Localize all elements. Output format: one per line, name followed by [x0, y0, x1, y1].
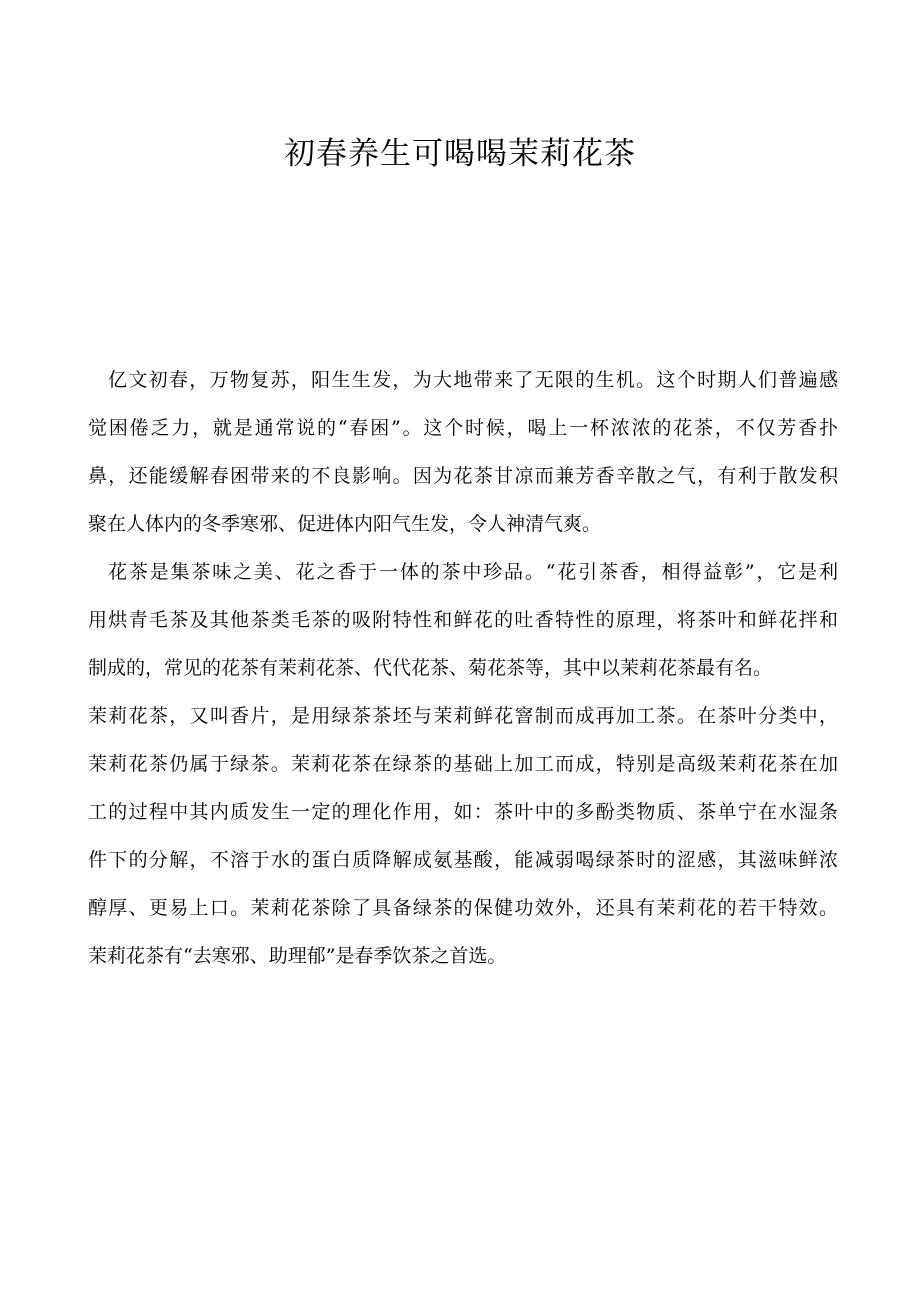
paragraph-line: 亿文初春，万物复苏，阳生生发，为大地带来了无限的生机。这个时期人们普遍感	[108, 369, 838, 391]
paragraph-line: 工的过程中其内质发生一定的理化作用，如：茶叶中的多酚类物质、茶单宁在水湿条	[88, 801, 838, 823]
document-title: 初春养生可喝喝茉莉花茶	[284, 136, 636, 172]
paragraph-line: 用烘青毛茶及其他茶类毛茶的吸附特性和鲜花的吐香特性的原理，将茶叶和鲜花拌和	[88, 609, 838, 631]
paragraph-line: 鼻，还能缓解春困带来的不良影响。因为花茶甘凉而兼芳香辛散之气，有利于散发积	[88, 465, 838, 487]
paragraph-line: 花茶是集茶味之美、花之香于一体的茶中珍品。“花引茶香，相得益彰”，它是利	[108, 561, 838, 583]
paragraph-line: 茉莉花茶有“去寒邪、助理郁”是春季饮茶之首选。	[88, 945, 507, 967]
paragraph-line: 制成的，常见的花茶有茉莉花茶、代代花茶、菊花茶等，其中以茉莉花茶最有名。	[88, 657, 773, 679]
paragraph-line: 聚在人体内的冬季寒邪、促进体内阳气生发，令人神清气爽。	[88, 513, 602, 535]
document-body	[88, 356, 838, 980]
paragraph-line: 件下的分解，不溶于水的蛋白质降解成氨基酸，能减弱喝绿茶时的涩感，其滋味鲜浓	[88, 849, 838, 871]
paragraph-line: 觉困倦乏力，就是通常说的“春困”。这个时候，喝上一杯浓浓的花茶，不仅芳香扑	[88, 417, 838, 439]
paragraph-line: 茉莉花茶，又叫香片，是用绿茶茶坯与茉莉鲜花窨制而成再加工茶。在茶叶分类中，	[88, 705, 838, 727]
paragraph-line: 茉莉花茶仍属于绿茶。茉莉花茶在绿茶的基础上加工而成，特别是高级茉莉花茶在加	[88, 753, 838, 775]
paragraph-line: 醇厚、更易上口。茉莉花茶除了具备绿茶的保健功效外，还具有茉莉花的若干特效。	[88, 897, 838, 919]
